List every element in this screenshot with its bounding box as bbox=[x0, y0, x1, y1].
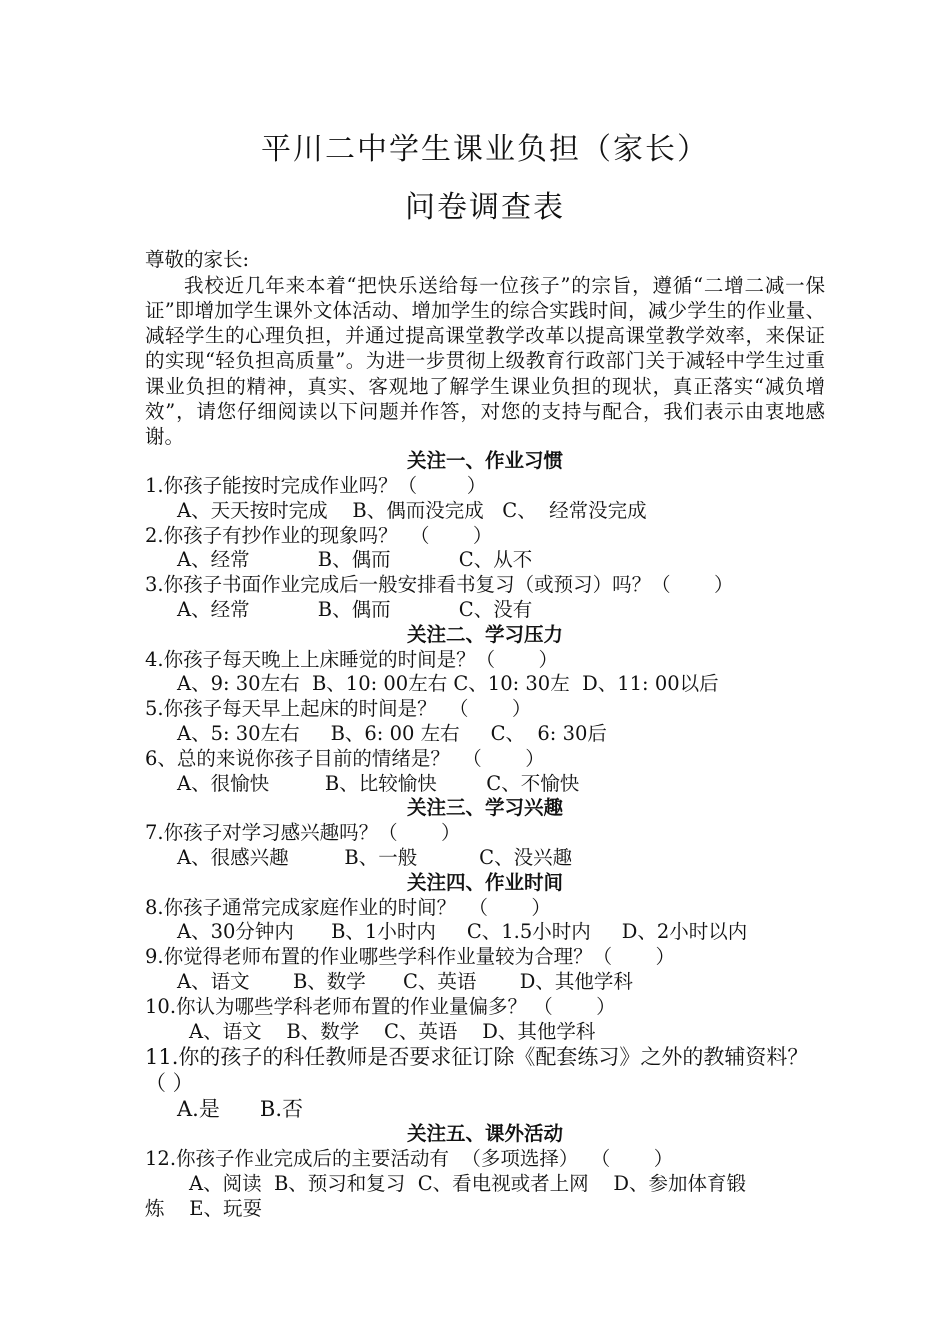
question-5-options: A、5: 30左右 B、6: 00 左右 C、 6: 30后 bbox=[177, 721, 607, 745]
question-8-options: A、30分钟内 B、1小时内 C、1.5小时内 D、2小时以内 bbox=[177, 920, 748, 944]
question-12-options: A、阅读 B、预习和复习 C、看电视或者上网 D、参加体育锻 bbox=[189, 1171, 747, 1195]
question-2-options: A、经常 B、偶而 C、从不 bbox=[177, 548, 533, 572]
question-4-options: A、9: 30左右 B、10: 00左右 C、10: 30左 D、11: 00以后 bbox=[177, 672, 719, 696]
question-4: 4.你孩子每天晚上上床睡觉的时间是？（ ） bbox=[145, 647, 558, 671]
question-6: 6、总的来说你孩子目前的情绪是？ （ ） bbox=[145, 746, 545, 770]
question-1: 1.你孩子能按时完成作业吗？（ ） bbox=[145, 474, 487, 498]
document-title: 平川二中学生课业负担（家长） bbox=[261, 132, 709, 167]
section-heading-2: 关注二、学习压力 bbox=[406, 622, 563, 646]
question-9: 9.你觉得老师布置的作业哪些学科作业量较为合理？（ ） bbox=[145, 945, 675, 969]
question-7: 7.你孩子对学习感兴趣吗？（ ） bbox=[145, 821, 461, 845]
question-2: 2.你孩子有抄作业的现象吗？ （ ） bbox=[145, 523, 493, 547]
question-10-options: A、语文 B、数学 C、英语 D、其他学科 bbox=[189, 1019, 596, 1043]
question-12: 12.你孩子作业完成后的主要活动有 （多项选择） （ ） bbox=[145, 1147, 674, 1171]
document-subtitle: 问卷调查表 bbox=[405, 190, 565, 225]
question-7-options: A、很感兴趣 B、一般 C、没兴趣 bbox=[177, 845, 573, 869]
question-12-options-continued: 炼 E、玩耍 bbox=[145, 1196, 263, 1220]
section-heading-4: 关注四、作业时间 bbox=[406, 870, 563, 894]
question-8: 8.你孩子通常完成家庭作业的时间？ （ ） bbox=[145, 895, 551, 919]
question-1-options: A、天天按时完成 B、偶而没完成 C、 经常没完成 bbox=[177, 498, 647, 522]
question-10: 10.你认为哪些学科老师布置的作业量偏多？ （ ） bbox=[145, 994, 616, 1018]
greeting: 尊敬的家长: bbox=[145, 248, 250, 271]
question-9-options: A、语文 B、数学 C、英语 D、其他学科 bbox=[177, 969, 633, 993]
section-heading-1: 关注一、作业习惯 bbox=[406, 449, 563, 473]
section-heading-3: 关注三、学习兴趣 bbox=[406, 796, 563, 820]
question-11: 11.你的孩子的科任教师是否要求征订除《配套练习》之外的教辅资料？（ ） bbox=[145, 1045, 809, 1096]
question-11-options: A.是 B.否 bbox=[177, 1097, 303, 1122]
section-heading-5: 关注五、课外活动 bbox=[406, 1122, 563, 1146]
question-3-options: A、经常 B、偶而 C、没有 bbox=[177, 598, 533, 621]
intro-paragraph: 我校近几年来本着“把快乐送给每一位孩子”的宗旨，遵循“二增二减一保证”即增加学生课外文体活动、增加学生的综合实践时间，减少学生的作业量、减轻学生的心理负担，并通过提高课堂教学改革以提高课堂教学效率，来保证的实现“轻负担高质量”。为进一步贯彻上级教育行政部门关于减轻中学生过重课业负担的精神，真实、客观地了解学生课业负担的现状，真正落实“减负增效”，请您仔细阅读以下问题并作答，对您的支持与配合，我们表示由衷地感谢。 bbox=[145, 273, 825, 449]
question-5: 5.你孩子每天早上起床的时间是？ （ ） bbox=[145, 697, 532, 721]
question-6-options: A、很愉快 B、比较愉快 C、不愉快 bbox=[177, 771, 580, 795]
question-3: 3.你孩子书面作业完成后一般安排看书复习（或预习）吗？（ ） bbox=[145, 573, 734, 597]
document-page bbox=[145, 130, 825, 1222]
